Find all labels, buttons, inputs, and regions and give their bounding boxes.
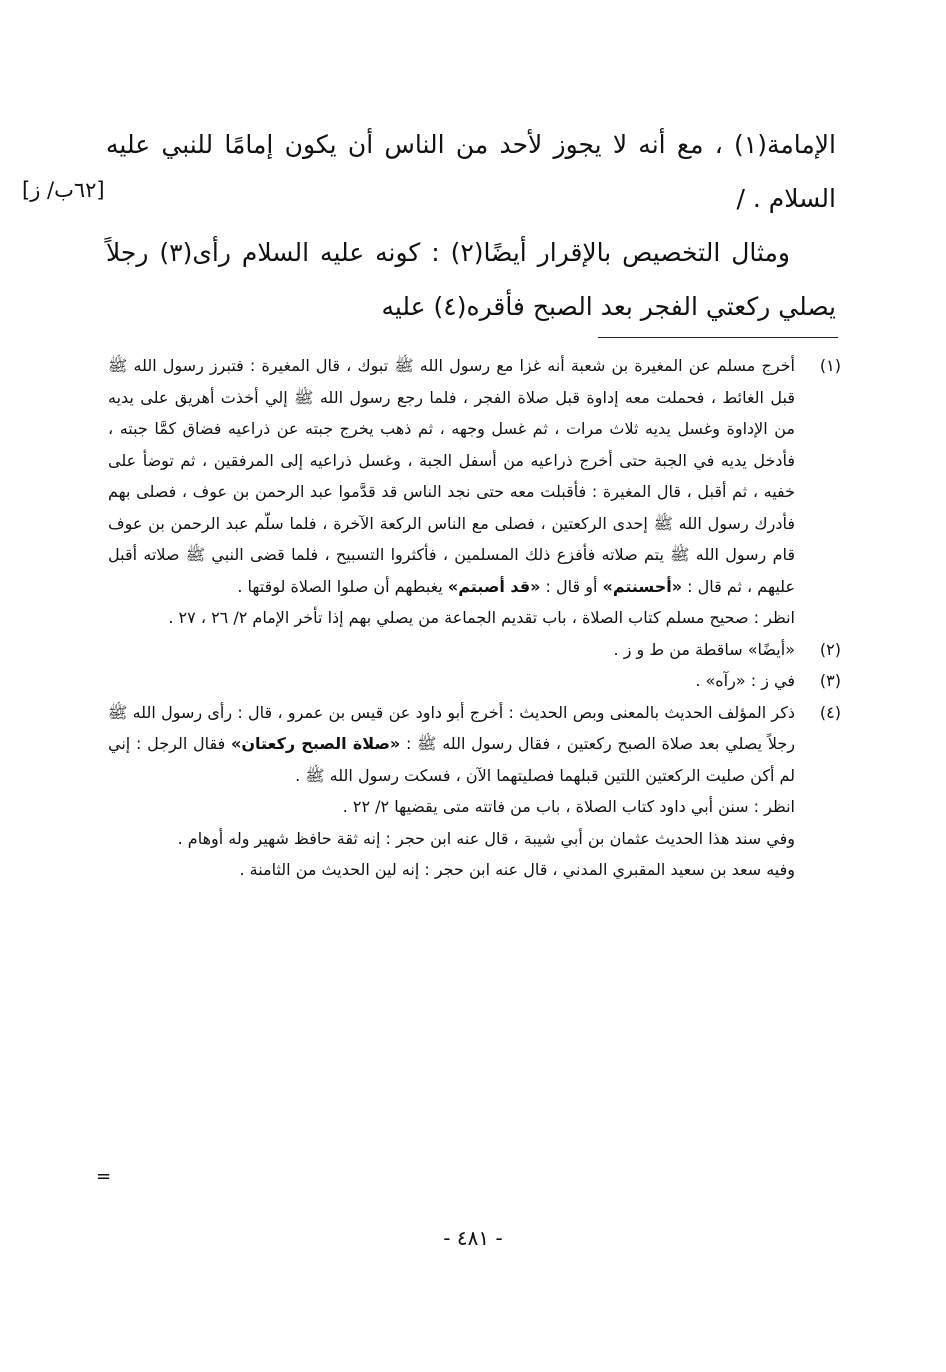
footnote-2-number: (٢) [819, 639, 841, 659]
footnote-2-text: «أيضًا» ساقطة من ط و ز . [613, 639, 795, 659]
footnote-4 [108, 697, 841, 886]
footnote-1 [108, 350, 841, 634]
page-number: - ٤٨١ - [443, 1226, 503, 1250]
footnote-4-sanad-1: وفي سند هذا الحديث عثمان بن أبي شيبة ، قال عنه ابن حجر : إنه ثقة حافظ شهير وله أوهام . [177, 828, 795, 848]
footnote-separator-line [598, 337, 838, 338]
footnote-4-sanad-2: وفيه سعد بن سعيد المقبري المدني ، قال عنه ابن حجر : إنه لين الحديث من الثامنة . [239, 860, 795, 879]
footnote-1-text: أخرج مسلم عن المغيرة بن شعبة أنه غزا مع رسول الله ﷺ تبوك ، قال المغيرة : فتبرز رسول الله ﷺ قبل الغائط ، فحملت معه إداوة قبل صلاة الفجر ، فلما رجع رسول الله ﷺ إلي أخذت أهريق على يديه من الإداوة وغسل يديه ثلاث مرات ، ثم غسل وجهه ، ثم ذهب يخرج جبته عن ذراعيه فضاق كمَّا جبته ، فأدخل يديه في الجبة حتى أخرج ذراعيه من أسفل الجبة ، وغسل ذراعيه إلى المرفقين ، ثم توضأ على خفيه ، ثم أقبل ، قال المغيرة : فأقبلت معه حتى نجد الناس قد قدَّموا عبد الرحمن بن عوف ، فصلى بهم فأدرك رسول الله ﷺ إحدى الركعتين ، فصلى مع الناس الركعة الآخرة ، فلما سلّم عبد الرحمن بن عوف قام رسول الله ﷺ يتم صلاته فأفزع ذلك المسلمين ، فأكثروا التسبيح ، فلما قضى النبي ﷺ صلاته أقبل عليهم ، ثم قال : [108, 356, 795, 596]
main-body-text [106, 118, 836, 334]
footnote-4-quote: «صلاة الصبح ركعتان» [231, 734, 401, 753]
footnote-1-reference: انظر : صحيح مسلم كتاب الصلاة ، باب تقديم الجماعة من يصلي بهم إذا تأخر الإمام ٢/ ٢٦ ، ٢٧ . [168, 608, 795, 627]
footnote-4-text-end: فقال الرجل : إني لم أكن صليت الركعتين اللتين قبلهما فصليتهما الآن ، فسكت رسول الله ﷺ . [108, 734, 795, 785]
footnote-1-connector: أو قال : [540, 576, 603, 596]
manuscript-folio-reference: [٦٢ب/ ز] [22, 178, 105, 202]
footnote-1-quote-1: «أحسنتم» [602, 576, 683, 596]
footnote-4-reference: انظر : سنن أبي داود كتاب الصلاة ، باب من فاتته متى يقضيها ٢/ ٢٢ . [342, 797, 795, 816]
main-paragraph-2: ومثال التخصيص بالإقرار أيضًا(٢) : كونه عليه السلام رأى(٣) رجلاً يصلي ركعتي الفجر بعد الصبح فأقره(٤) عليه [106, 238, 836, 321]
footnotes-section [108, 350, 841, 886]
footnote-continuation-mark: = [96, 1166, 112, 1187]
footnote-1-number: (١) [819, 356, 841, 375]
footnote-4-text: ذكر المؤلف الحديث بالمعنى وبص الحديث : أخرج أبو داود عن قيس بن عمرو ، قال : رأى رسول الله ﷺ رجلاً يصلي بعد صلاة الصبح ركعتين ، فقال رسول الله ﷺ : [108, 702, 795, 753]
footnote-2 [108, 634, 841, 666]
footnote-3-number: (٣) [819, 671, 841, 690]
footnote-3-text: في ز : «رآه» . [695, 671, 795, 690]
main-paragraph-1: الإمامة(١) ، مع أنه لا يجوز لأحد من الناس أن يكون إمامًا للنبي عليه السلام . / [106, 130, 836, 213]
footnote-1-text-end: يغبطهم أن صلوا الصلاة لوقتها . [237, 576, 448, 596]
footnote-1-quote-2: «قد أصبتم» [447, 576, 541, 596]
footnote-3 [108, 665, 841, 697]
footnote-4-body [108, 697, 795, 792]
footnote-1-body [108, 350, 795, 602]
footnote-4-number: (٤) [819, 702, 841, 722]
